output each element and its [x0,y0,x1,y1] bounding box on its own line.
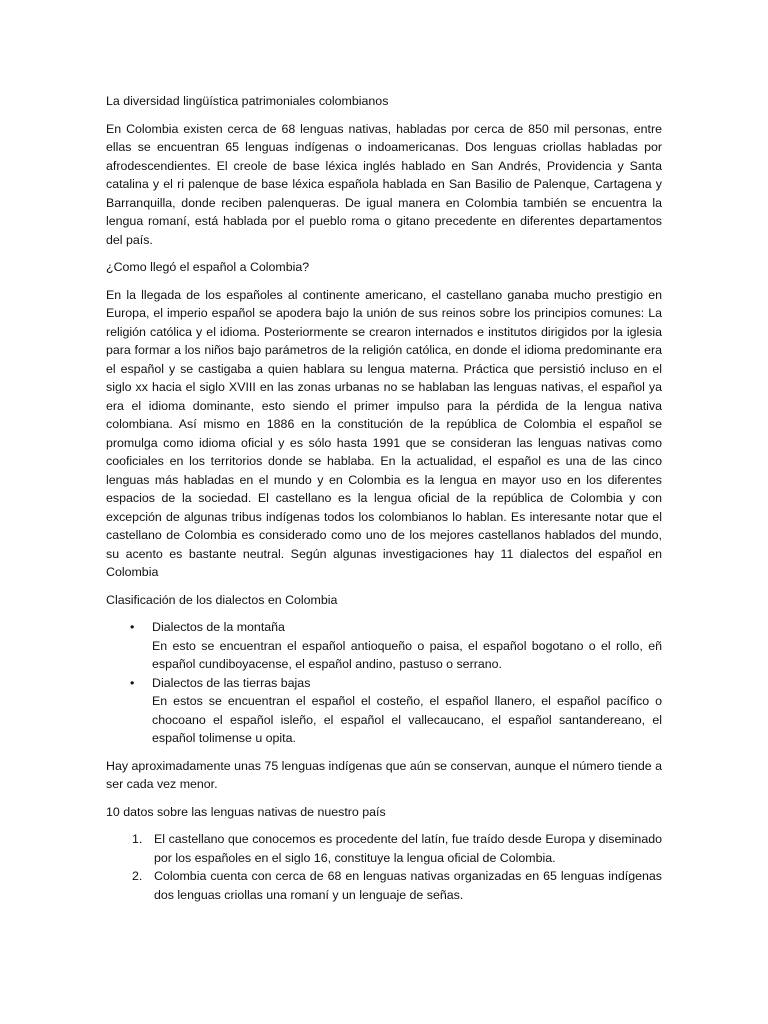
dialect-name: Dialectos de la montaña [152,620,285,634]
dialect-list [106,618,662,748]
dialect-name: Dialectos de las tierras bajas [152,675,311,690]
facts-list [106,830,662,904]
list-number: 2. [132,869,143,883]
document-title: La diversidad lingüística patrimoniales colombianos [106,94,389,108]
dialect-detail: En estos se encuentran el español el costeño, el español llanero, el español pacífico o chocoano el español isleño, el español el vallecaucano, el español santandereano, el español tolimense u opita. [152,694,662,745]
list-item [130,618,662,674]
history-paragraph: En la llegada de los españoles al continente americano, el castellano ganaba mucho prestigio en Europa, el imperio español se apodera bajo la unión de sus reinos sobre los principios comunes: La religión católica y el idioma. Posteriormente se crearon internados e institutos dirigidos por la iglesia para formar a los niños bajo parámetros de la religión católica, en donde el idioma predominante era el español y se castigaba a quien hablara su lengua materna. Práctica que persistió incluso en el siglo xx hacia el siglo XVIII en las zonas urbanas no se hablaban las lenguas nativas, el español ya era el idioma dominante, esto siendo el primer impulso para la pérdida de la lengua nativa colombiana. Así mismo en 1886 en la constitución de la república de Colombia el español se promulga como idioma oficial y es sólo hasta 1991 que se consideran las lenguas nativas como cooficiales en los territorios donde se hablaba. En la actualidad, el español es una de las cinco lenguas más habladas en el mundo y en Colombia es la lengua en mayor uso en los diferentes espacios de la sociedad. El castellano es la lengua oficial de la república de Colombia y con excepción de algunas tribus indígenas todos los colombianos lo hablan. Es interesante notar que el castellano de Colombia es considerado como uno de los mejores castellanos hablados del mundo, su acento es bastante neutral. Según algunas investigaciones hay 11 dialectos del español en Colombia [106,287,662,579]
fact-text: El castellano que conocemos es procedente del latín, fue traído desde Europa y diseminado por los españoles en el siglo 16, constituye la lengua oficial de Colombia. [154,832,662,865]
bullet-icon: • [130,620,135,634]
list-number: 1. [132,832,143,846]
list-item [132,830,662,867]
intro-paragraph: En Colombia existen cerca de 68 lenguas nativas, habladas por cerca de 850 mil personas, entre ellas se encuentran 65 lenguas indígenas o indoamericanas. Dos lenguas criollas habladas por afrodescendientes. El creole de base léxica inglés hablado en San Andrés, Providencia y Santa catalina y el ri palenque de base léxica española hablada en San Basilio de Palenque, Cartagena y Barranquilla, donde reciben palenqueras. De igual manera en Colombia también se encuentra la lengua romaní, está hablada por el pueblo roma o gitano precedente en diferentes departamentos del país. [106,121,662,247]
facts-heading: 10 datos sobre las lenguas nativas de nuestro país [106,804,386,819]
dialect-detail: En esto se encuentran el español antioqueño o paisa, el español bogotano o el rollo, eñ español cundiboyacense, el español andino, pastuso o serrano. [152,638,662,671]
list-item [132,867,662,904]
fact-text: Colombia cuenta con cerca de 68 en lenguas nativas organizadas en 65 lenguas indígenas dos lenguas criollas una romaní y un lenguaje de señas. [154,869,662,902]
indigenous-note: Hay aproximadamente unas 75 lenguas indígenas que aún se conservan, aunque el número tiende a ser cada vez menor. [106,758,662,791]
list-item [130,674,662,748]
question-heading: ¿Como llegó el español a Colombia? [106,260,310,274]
classification-heading: Clasificación de los dialectos en Colombia [106,592,338,607]
bullet-icon: • [130,675,135,690]
